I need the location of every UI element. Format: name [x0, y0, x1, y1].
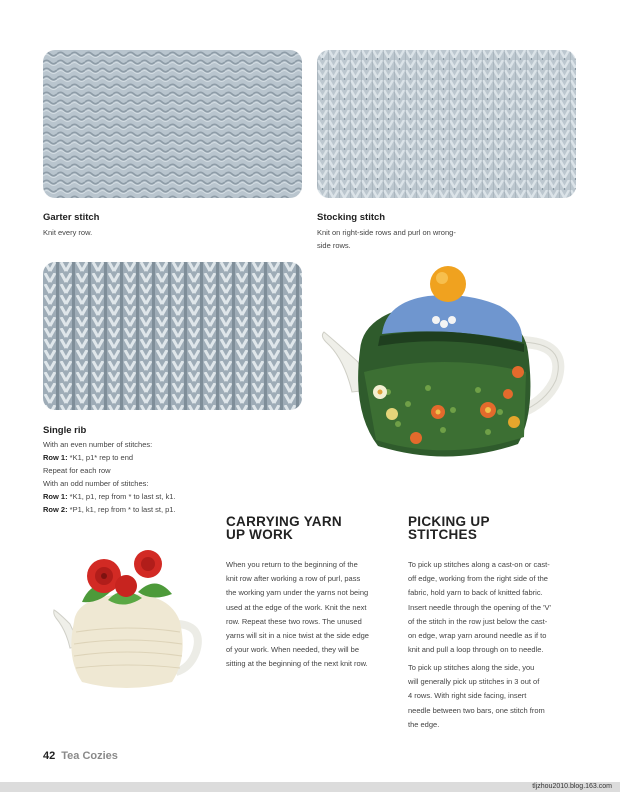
book-title: Tea Cozies — [61, 750, 118, 762]
green-tea-cozy-photo — [318, 262, 570, 468]
carrying-line: of your work. When needed, they will be — [226, 645, 359, 655]
picking-line: To pick up stitches along the side, you — [408, 663, 535, 672]
carrying-line: used at the edge of the work. Knit the next — [226, 602, 367, 612]
picking-line: on edge, wrap yarn around needle as if to — [408, 631, 547, 641]
carrying-line: row. Repeat these two rows. The unused — [226, 616, 362, 626]
carrying-heading-line: UP WORK — [226, 527, 294, 542]
picking-line: knit and pull a loop through on to needle. — [408, 645, 544, 655]
stocking-stitch-text — [317, 226, 456, 252]
rose-tea-cozy-photo — [52, 548, 202, 694]
carrying-yarn-heading — [226, 515, 342, 541]
picking-line: of the stitch in the row just below the cast- — [408, 616, 548, 626]
picking-up-heading — [408, 515, 490, 541]
rib-line: Row 1: *K1, p1, rep from * to last st, k1. — [43, 492, 176, 501]
stocking-stitch-line-1: Knit on right-side rows and purl on wrong- — [317, 228, 456, 237]
picking-line: 4 rows. With right side facing, insert — [408, 691, 527, 701]
stocking-stitch-swatch — [317, 50, 576, 198]
carrying-line: the working yarn under the yarns not being — [226, 588, 369, 598]
rib-line: Repeat for each row — [43, 466, 111, 475]
picking-line: the edge. — [408, 719, 440, 729]
single-rib-title: Single rib — [43, 425, 87, 436]
carrying-heading-line: CARRYING YARN — [226, 514, 342, 529]
blog-watermark: tljzhou2010.blog.163.com — [532, 783, 612, 790]
carrying-line: knit row after working a row of purl, pass — [226, 574, 361, 584]
carrying-line: sitting at the beginning of the next knit row. — [226, 659, 368, 669]
carrying-line: When you return to the beginning of the — [226, 560, 358, 569]
garter-stitch-text: Knit every row. — [43, 228, 93, 237]
picking-line: off edge, working from the right side of the — [408, 574, 548, 584]
page-number: 42 — [43, 750, 56, 762]
picking-heading-line: PICKING UP — [408, 514, 490, 529]
stocking-stitch-title: Stocking stitch — [317, 212, 386, 223]
picking-line: needle between two bars, one stitch from — [408, 705, 545, 715]
rib-line: Row 1: *K1, p1* rep to end — [43, 453, 134, 462]
page-folio — [43, 750, 118, 762]
picking-up-paragraph-2 — [408, 661, 583, 732]
rib-line: Row 2: *P1, k1, rep from * to last st, p1. — [43, 505, 176, 514]
garter-stitch-swatch — [43, 50, 302, 198]
picking-line: will generally pick up stitches in 3 out of — [408, 677, 540, 687]
carrying-yarn-body — [226, 558, 401, 672]
stocking-stitch-line-2: side rows. — [317, 241, 351, 250]
single-rib-swatch — [43, 262, 302, 410]
footer-bar — [0, 782, 620, 792]
garter-stitch-title: Garter stitch — [43, 212, 100, 223]
picking-line: Insert needle through the opening of the 'V' — [408, 602, 551, 612]
picking-heading-line: STITCHES — [408, 527, 478, 542]
carrying-line: yarns will sit in a nice twist at the side edge — [226, 631, 369, 641]
picking-line: To pick up stitches along a cast-on or cast- — [408, 560, 550, 569]
rib-line: With an even number of stitches: — [43, 440, 153, 449]
rib-line: With an odd number of stitches: — [43, 479, 149, 488]
picking-up-paragraph-1 — [408, 558, 583, 657]
picking-line: fabric, hold yarn to back of knitted fabric. — [408, 588, 543, 598]
single-rib-instructions — [43, 438, 303, 516]
